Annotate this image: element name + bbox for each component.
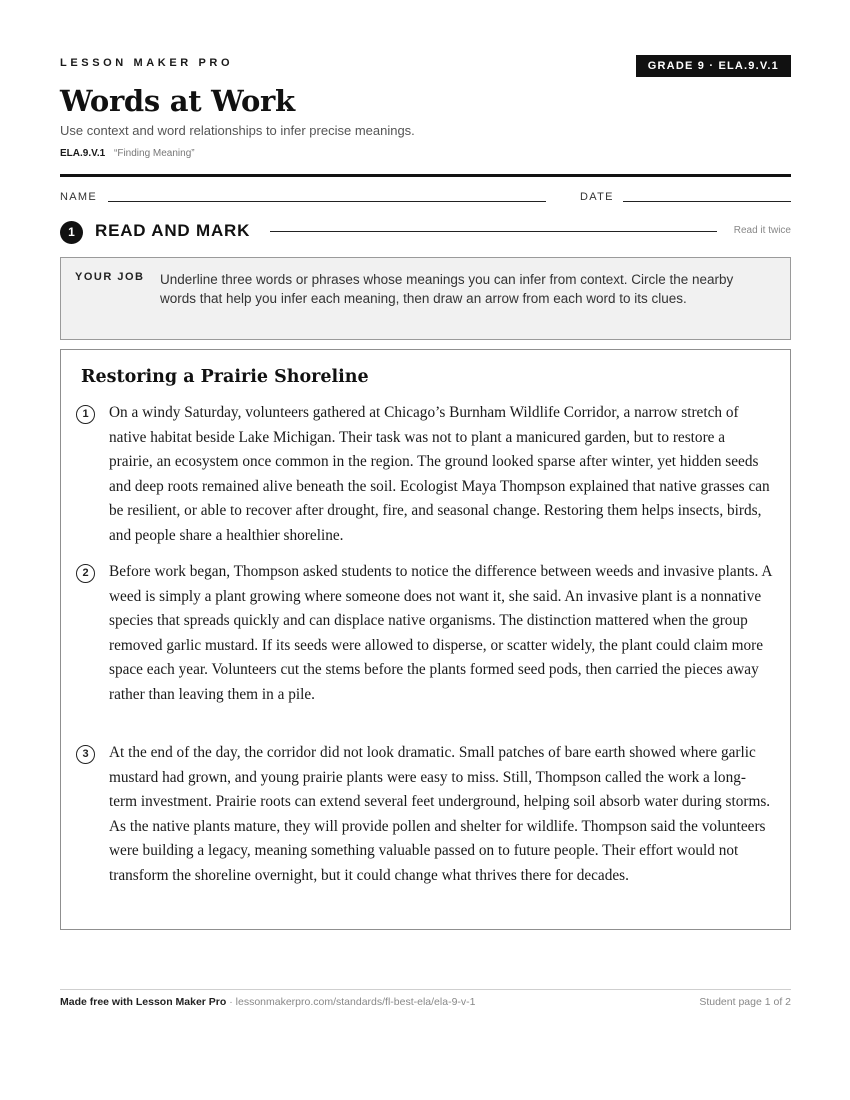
section-title: READ AND MARK — [95, 221, 251, 240]
name-field[interactable] — [108, 201, 546, 202]
section-divider — [270, 231, 717, 232]
page-indicator: Student page 1 of 2 — [699, 996, 791, 1008]
header-divider — [60, 174, 791, 177]
paragraph-text[interactable]: Before work began, Thompson asked students to notice the difference between weeds and invasive plants. A weed is simply a plant growing where someone does not want it, she said. An invasive plant is a nonnative species that spreads quickly and can displace native organisms. The distinction mattered when the group removed garlic mustard. If its seeds were allowed to disperse, or scatter widely, the plant could claim more space each year. Volunteers cut the stems before the plants formed seed pods, then carried the pieces away rather than leaving them in a pile. — [109, 563, 772, 703]
instructions-box — [60, 257, 791, 340]
paragraph-number: 2 — [76, 564, 95, 583]
instructions-label: YOUR JOB — [75, 271, 145, 283]
standard-name: “Finding Meaning” — [114, 148, 195, 159]
name-label: NAME — [60, 191, 97, 203]
passage-title: Restoring a Prairie Shoreline — [81, 367, 369, 387]
section-read-and-mark — [60, 220, 791, 244]
reading-passage — [60, 349, 791, 930]
footer-divider — [60, 989, 791, 990]
footer-url[interactable]: · lessonmakerpro.com/standards/fl-best-ela/ela-9-v-1 — [226, 996, 476, 1008]
date-label: DATE — [580, 191, 614, 203]
paragraph-text[interactable]: At the end of the day, the corridor did not look dramatic. Small patches of bare earth showed where garlic mustard had grown, and young prairie plants were easy to miss. Still, Thompson called the work a long-term investment. Prairie roots can extend several feet underground, helping soil absorb water during storms. As the native plants mature, they will provide pollen and shelter for wildlife. Thompson said the volunteers were building a legacy, meaning something valuable passed on to future people. Their effort would not transform the shoreline overnight, but it could change what thrives there for decades. — [109, 744, 771, 884]
paragraph-text[interactable]: On a windy Saturday, volunteers gathered at Chicago’s Burnham Wildlife Corridor, a narrow stretch of native habitat beside Lake Michigan. Their task was not to plant a manicured garden, but to restore a prairie, an ecosystem once common in the region. The ground looked sparse after winter, yet hidden seeds and deep roots remained alive beneath the soil. Ecologist Maya Thompson explained that native grasses can be resilient, or able to recover after drought, fire, and seasonal change. Restoring them helps insects, birds, and people share a healthier shoreline. — [109, 404, 770, 544]
step-number-badge: 1 — [60, 221, 83, 244]
grade-badge: GRADE 9 · ELA.9.V.1 — [636, 55, 791, 77]
section-note: Read it twice — [733, 225, 791, 236]
paragraph — [76, 401, 772, 548]
paragraph — [76, 741, 772, 888]
date-field[interactable] — [623, 201, 791, 202]
footer-credit — [60, 996, 476, 1008]
name-date-row — [60, 191, 791, 205]
worksheet-page — [60, 0, 791, 1100]
standard-code: ELA.9.V.1 — [60, 148, 106, 159]
page-subtitle: Use context and word relationships to infer precise meanings. — [60, 123, 415, 138]
paragraph-number: 3 — [76, 745, 95, 764]
brand-name: LESSON MAKER PRO — [60, 57, 234, 69]
page-title: Words at Work — [60, 84, 295, 118]
paragraph — [76, 560, 772, 707]
instructions-text: Underline three words or phrases whose meanings you can infer from context. Circle the nearby words that help you infer each meaning, then draw an arrow from each word to its clues. — [160, 272, 734, 306]
footer-brand: Made free with Lesson Maker Pro — [60, 996, 227, 1008]
standard-line — [60, 148, 195, 159]
paragraph-number: 1 — [76, 405, 95, 424]
